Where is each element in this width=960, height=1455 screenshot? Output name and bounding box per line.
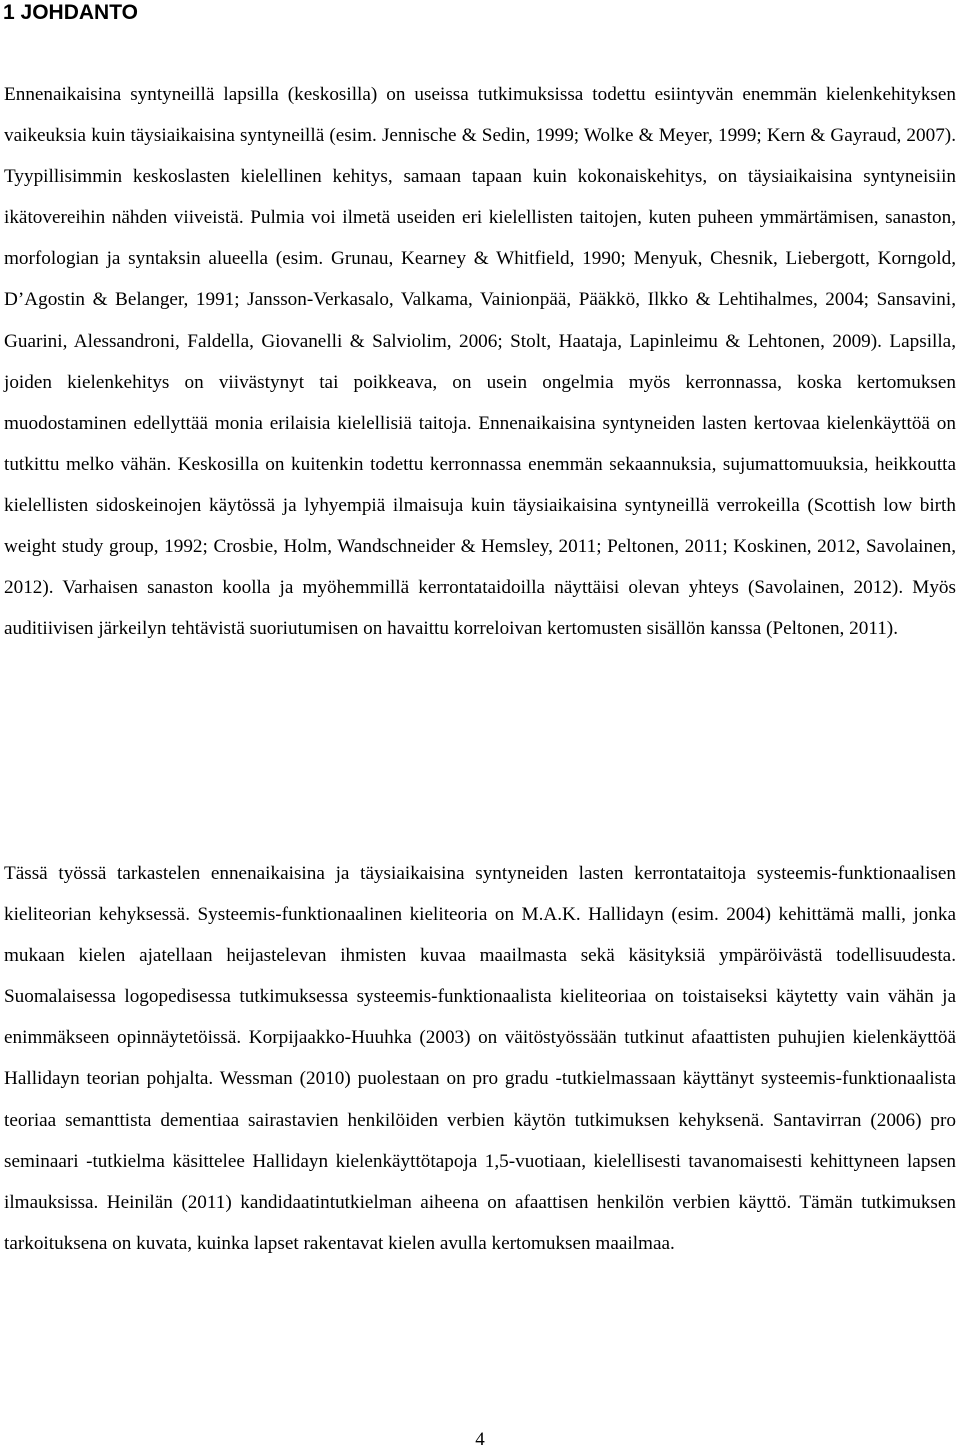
paragraph-2: Tässä työssä tarkastelen ennenaikaisina ja täysiaikaisina syntyneiden lasten kerrontataitoja systeemis-funktionaalisen kieliteorian kehyksessä. Systeemis-funktionaalinen kieliteoria on M.A.K. Hallidayn (esim. 2004) kehittämä malli, jonka mukaan kielen ajatellaan heijastelevan ihmisten kuvaa maailmasta sekä käsityksiä ympäröivästä todellisuudesta. Suomalaisessa logopedisessa tutkimuksessa systeemis-funktionaalista kieliteoriaa on toistaiseksi käytetty vain vähän ja enimmäkseen opinnäytetöissä. Korpijaakko-Huuhka (2003) on väitöstyössään tutkinut afaattisten puhujien kielenkäyttöä Hallidayn teorian pohjalta. Wessman (2010) puolestaan on pro gradu -tutkielmassaan käyttänyt systeemis-funktionaalista teoriaa semanttista dementiaa sairastavien henkilöiden verbien käytön tutkimuksen kehyksenä. Santavirran (2006) pro seminaari -tutkielma käsittelee Hallidayn kielenkäyttötapoja 1,5-vuotiaan, kielellisesti tavanomaisesti kehittyneen lapsen ilmauksissa. Heinilän (2011) kandidaatintutkielman aiheena on afaattisen henkilön verbien käyttö. Tämän tutkimuksen tarkoituksena on kuvata, kuinka lapset rakentavat kielen avulla kertomuksen maailmaa. <box>4 863 956 1254</box>
paragraph-1: Ennenaikaisina syntyneillä lapsilla (keskosilla) on useissa tutkimuksissa todettu esiintyvän enemmän kielenkehityksen vaikeuksia kuin täysiaikaisina syntyneillä (esim. Jennische & Sedin, 1999; Wolke & Meyer, 1999; Kern & Gayraud, 2007). Tyypillisimmin keskoslasten kielellinen kehitys, samaan tapaan kuin kokonaiskehitys, on täysiaikaisina syntyneisiin ikätovereihin nähden viiveistä. Pulmia voi ilmetä useiden eri kielellisten taitojen, kuten puheen ymmärtämisen, sanaston, morfologian ja syntaksin alueella (esim. Grunau, Kearney & Whitfield, 1990; Menyuk, Chesnik, Liebergott, Korngold, D’Agostin & Belanger, 1991; Jansson-Verkasalo, Valkama, Vainionpää, Pääkkö, Ilkko & Lehtihalmes, 2004; Sansavini, Guarini, Alessandroni, Faldella, Giovanelli & Salviolim, 2006; Stolt, Haataja, Lapinleimu & Lehtonen, 2009). Lapsilla, joiden kielenkehitys on viivästynyt tai poikkeava, on usein ongelmia myös kerronnassa, koska kertomuksen muodostaminen edellyttää monia erilaisia kielellisiä taitoja. Ennenaikaisina syntyneiden lasten kertovaa kielenkäyttöä on tutkittu melko vähän. Keskosilla on kuitenkin todettu kerronnassa enemmän sekaannuksia, sujumattomuuksia, heikkoutta kielellisten sidoskeinojen käytössä ja lyhyempiä ilmaisuja kuin täysiaikaisina syntyneillä verrokeilla (Scottish low birth weight study group, 1992; Crosbie, Holm, Wandschneider & Hemsley, 2011; Peltonen, 2011; Koskinen, 2012, Savolainen, 2012). Varhaisen sanaston koolla ja myöhemmillä kerrontataidoilla näyttäisi olevan yhteys (Savolainen, 2012). Myös auditiivisen järkeilyn tehtävistä suoriutumisen on havaittu korreloivan kertomusten sisällön kanssa (Peltonen, 2011). <box>4 84 956 640</box>
page-number: 4 <box>475 1429 485 1450</box>
chapter-heading: 1 JOHDANTO <box>3 1 138 24</box>
